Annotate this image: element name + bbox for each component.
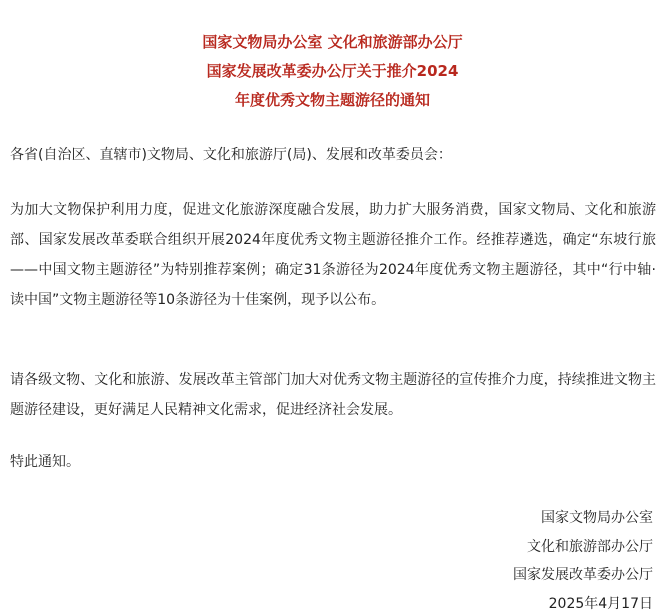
closing-text: 特此通知。 [10, 454, 80, 470]
body-paragraph-2: 请各级文物、文化和旅游、发展改革主管部门加大对优秀文物主题游径的宣传推介力度，持续推进文物主题游径建设，更好满足人民精神文化需求，促进经济社会发展。 [10, 372, 656, 418]
signature-org-2: 文化和旅游部办公厅 [527, 539, 653, 555]
title-line-2: 国家发展改革委办公厅关于推介2024 [206, 62, 459, 80]
body-paragraph-1: 为加大文物保护利用力度，促进文化旅游深度融合发展，助力扩大服务消费，国家文物局、文化和旅游部、国家发展改革委联合组织开展2024年度优秀文物主题游径推介工作。经推荐遴选，确定“东坡行旅——中国文物主题游径”为特别推荐案例；确定31条游径为2024年度优秀文物主题游径，其中“行中轴·读中国”文物主题游径等10条游径为十佳案例，现予以公布。 [10, 202, 656, 308]
title-line-1: 国家文物局办公室 文化和旅游部办公厅 [202, 33, 463, 51]
signature-org-1: 国家文物局办公室 [541, 510, 653, 526]
signature-date: 2025年4月17日 [548, 596, 653, 612]
salutation: 各省(自治区、直辖市)文物局、文化和旅游厅(局)、发展和改革委员会： [10, 147, 452, 163]
title-line-3: 年度优秀文物主题游径的通知 [234, 91, 430, 109]
signature-org-3: 国家发展改革委办公厅 [513, 567, 653, 583]
